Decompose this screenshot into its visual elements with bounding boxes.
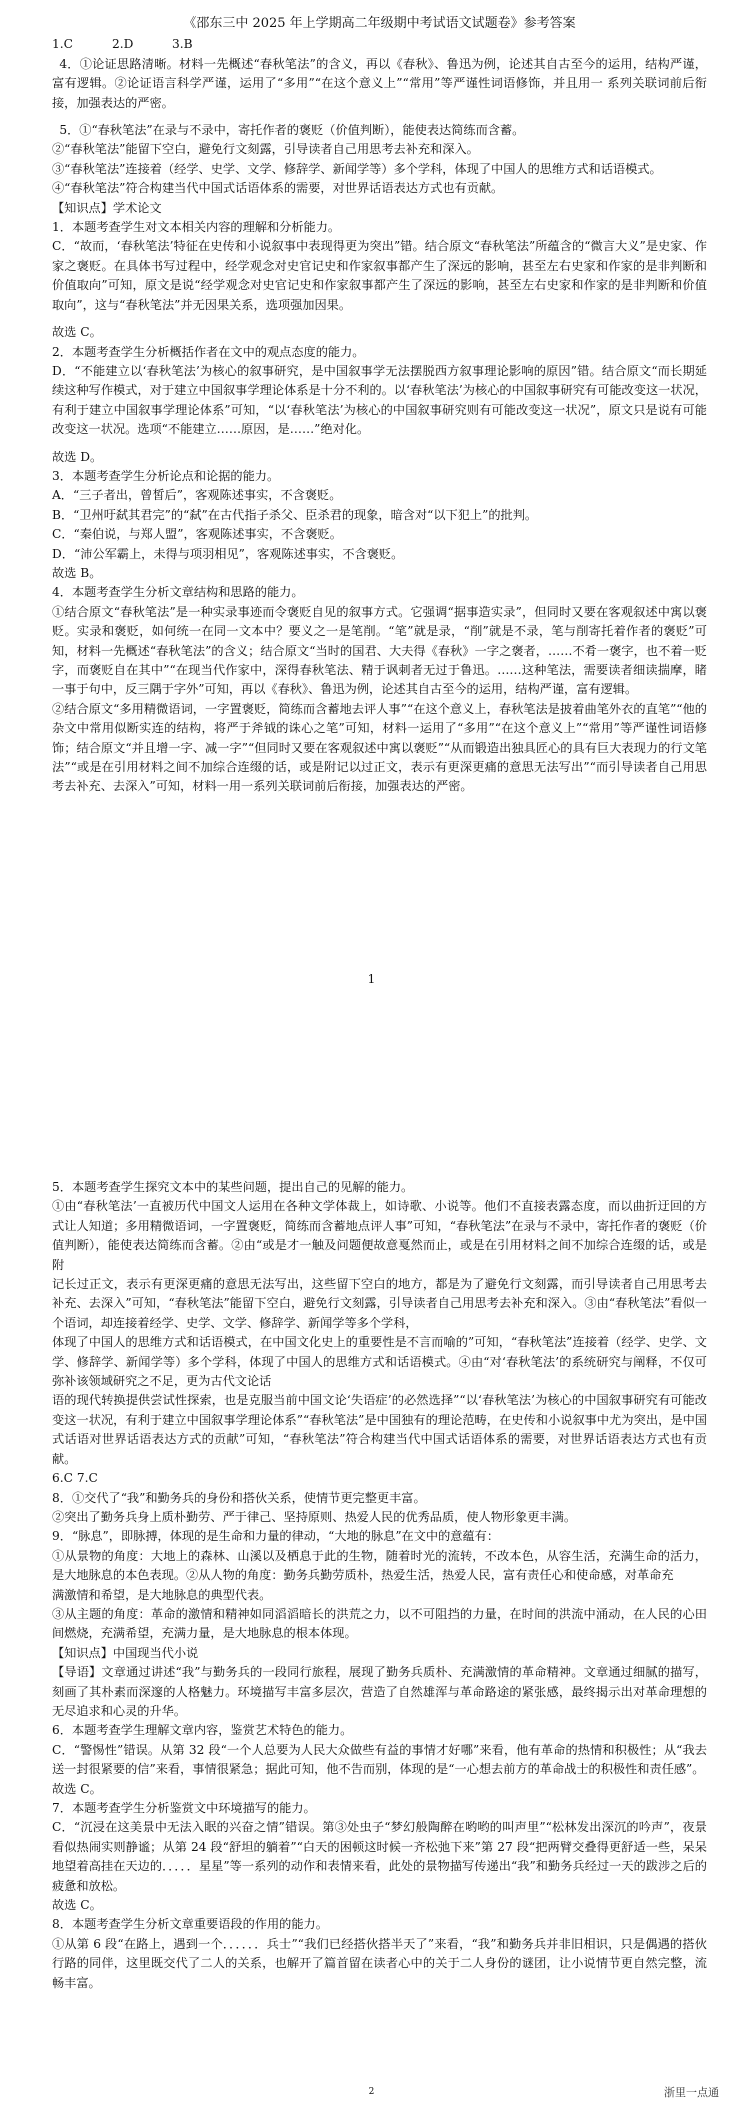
answer-3: 3.B (172, 37, 193, 52)
q5-answer-1: 5．①“春秋笔法”在录与不录中，寄托作者的褒贬（价值判断），能使表达简练而含蓄。 (59, 123, 525, 138)
a1-choice: 故选 C。 (52, 325, 102, 340)
page-2 (0, 1040, 743, 2116)
answer-1: 1.C (52, 37, 73, 52)
q8-answer-2: ②突出了勤务兵身上质朴勤劳、严于律己、坚持原则、热爱人民的优秀品质，使人物形象更丰满。 (52, 1509, 577, 1524)
a3-option-b: B．“卫州吁弑其君完”的“弑”在古代指子杀父、臣杀君的现象，暗含对“以下犯上”的批判。 (52, 507, 538, 522)
a7-body: C．“沉浸在这美景中无法入眠的兴奋之情”错误。第③处虫子“梦幻般陶醉在哟哟的叫声里”“松林发出深沉的吟声”，夜景看似热闹实则静谧；从第 24 段“舒坦的躺着”“白天的困顿这时候一齐松弛下来”第 27 段“把两臂交叠得更舒适一些，呆呆地望着高挂在天边的．．．．．星星”等一系列的动作和表情来看，此处的景物描写传递出“我”和勤务兵经过一天的跋涉之后的疲惫和放松。 (52, 1820, 707, 1893)
page-number-2: 2 (368, 2087, 375, 2097)
a1-body: C．“故而，‘春秋笔法’特征在史传和小说叙事中表现得更为突出”错。结合原文“春秋笔法”所蕴含的“微言大义”是史家、作家之褒贬。在具体书写过程中，经学观念对史官记史和作家叙事都产生了深远的影响，甚至左右史家和作家的是非判断和价值取向”可知，原文是说“经学观念对史官记史和作家叙事都产生了深远的影响，甚至左右史家和作家的是非判断和价值取向”，这与“春秋笔法”并无因果关系，选项强加因果。 (52, 239, 707, 312)
a8-heading: 8．本题考查学生分析文章重要语段的作用的能力。 (52, 1917, 328, 1932)
a1-heading: 1．本题考查学生对文本相关内容的理解和分析能力。 (52, 220, 341, 235)
a6-body: C．“警惕性”错误。从第 32 段“一个人总要为人民大众做些有益的事情才好哪”来看，他有革命的热情和积极性；从“我去送一封很紧要的信”来看，事情很紧急；据此可知，他不告而别，体现的是“一心想去前方的革命战士的积极性和责任感”。 (52, 1742, 707, 1777)
q9-part-1: ①从景物的角度：大地上的森林、山溪以及栖息于此的生物，随着时光的流转，不改本色，从容生活，充满生命的活力，是大地脉息的本色表现。②从人物的角度：勤务兵勤劳质朴，热爱生活，热爱人民，富有责任心和使命感，对革命充 (52, 1548, 707, 1583)
a5-heading: 5．本题考查学生探究文本中的某些问题，提出自己的见解的能力。 (52, 1180, 414, 1194)
knowledge-point: 【知识点】学术论文 (52, 200, 162, 215)
answer-row (52, 35, 707, 54)
a3-choice: 故选 B。 (52, 565, 102, 580)
q9-heading: 9．“脉息”，即脉搏，体现的是生命和力量的律动，“大地的脉息”在文中的意蕴有： (52, 1529, 500, 1544)
a2-heading: 2．本题考查学生分析概括作者在文中的观点态度的能力。 (52, 344, 365, 359)
q9-part-3: ③从主题的角度：革命的激情和精神如同滔滔暗长的洪荒之力，以不可阻挡的力量，在时间的洪流中涌动，在人民的心田间燃烧，充满希望，充满力量，是大地脉息的根本体现。 (52, 1606, 707, 1641)
page-1 (0, 0, 743, 1040)
a6-choice: 故选 C。 (52, 1781, 102, 1796)
page-2-content (52, 1178, 707, 1993)
a5-part-1: ①由“春秋笔法’一直被历代中国文人运用在各种文学体裁上，如诗歌、小说等。他们不直接表露态度，而以曲折迂回的方式让人知道；多用精微语词，一字置褒贬，简练而含蓄地点评人事”可知，“春秋笔法”在录与不录中，寄托作者的褒贬（价值判断），能使表达简练而含蓄。②由“或是才一触及问题便故意戛然而止，或是在引用材料之间不加综合连缀的话，或是附 (52, 1199, 707, 1272)
a4-point-1: ①结合原文“春秋笔法”是一种实录事迹而令褒贬自见的叙事方式。它强调“据事造实录”，但同时又要在客观叙述中寓以褒贬。实录和褒贬，如何统一在同一文本中？要义之一是笔削。“笔”就是录，“削”就是不录，笔与削寄托着作者的褒贬”可知，材料一先概述“春秋笔法”的含义；结合原文“当时的国君、大夫得《春秋》一字之褒者，……不肴一褒字，也不着一贬字，而褒贬自在其中”“在现当代作家中，深得春秋笔法、精于讽刺者无过于鲁迅。……这种笔法，需要读者细读揣摩，睹一事于句中，反三隅于字外”可知，再以《春秋》、鲁迅为例，论述其自古至今的运用，结构严谨，富有逻辑。 (52, 604, 707, 697)
q5-answer-3: ③“春秋笔法”连接着（经学、史学、文学、修辞学、新闻学等）多个学科，体现了中国人的思维方式和话语模式。 (52, 161, 662, 176)
guide-text: 【导语】文章通过讲述“我”与勤务兵的一段同行旅程，展现了勤务兵质朴、充满激情的革命精神。文章通过细腻的描写，刻画了其朴素而深邃的人格魅力。环境描写丰富多层次，营造了自然雄浑与革命路途的紧张感，最终揭示出对革命理想的无尽追求和心灵的升华。 (52, 1665, 707, 1718)
a3-option-a: A．“三子者出，曾皙后”，客观陈述事实，不含褒贬。 (52, 488, 342, 503)
a7-heading: 7．本题考查学生分析鉴赏文中环境描写的能力。 (52, 1801, 316, 1815)
a2-body: D．“不能建立以‘春秋笔法’为核心的叙事研究，是中国叙事学无法摆脱西方叙事理论影响的原因”错。结合原文“而长期延续这种写作模式，对于建立中国叙事学理论体系是十分不利的。以‘春秋笔法’为核心的中国叙事研究有可能改变这一状况，有利于建立中国叙事学理论体系”可知，“以‘春秋笔法’为核心的中国叙事研究则有可能改变这一状况”，原文只是说有可能改变这一状况。选项“不能建立……原因，是……”绝对化。 (52, 363, 707, 437)
answer-row-2: 6.C 7.C (52, 1471, 98, 1486)
a6-heading: 6．本题考查学生理解文章内容，鉴赏艺术特色的能力。 (52, 1723, 353, 1738)
page-1-content (52, 14, 707, 797)
q5-answer-4: ④“春秋笔法”符合构建当代中国式话语体系的需要，对世界话语表达方式也有贡献。 (52, 181, 504, 196)
a3-option-c: C．“秦伯说，与郑人盟”，客观陈述事实，不含褒贬。 (52, 527, 342, 542)
q9-part-2: 满激情和希望，是大地脉息的典型代表。 (52, 1587, 272, 1602)
a2-choice: 故选 D。 (52, 449, 103, 464)
a8-body: ①从第 6 段“在路上，遇到一个．．．．．．兵士”“我们已经搭伙搭半天了”来看，“我”和勤务兵并非旧相识，只是偶遇的搭伙行路的同伴，这里既交代了二人的关系，也解开了篇首留在读者心中的关于二人身份的谜团，让小说情节更自然完整，流畅丰富。 (52, 1936, 707, 1990)
q5-answer-2: ②“春秋笔法”能留下空白，避免行文刻露，引导读者自己用思考去补充和深入。 (52, 142, 479, 157)
a5-part-4: 语的现代转换提供尝试性探索，也是克服当前中国文论‘失语症’的必然选择”“以‘春秋笔法’为核心的中国叙事研究有可能改变这一状况，有利于建立中国叙事学理论体系”“春秋笔法”是中国独有的理论范畴，在史传和小说叙事中尤为突出，是中国式话语对世界话语表达方式的贡献”可知，“春秋笔法”符合构建当代中国式话语体系的需要，对世界话语表达方式也有贡献。 (52, 1393, 707, 1466)
a3-heading: 3．本题考查学生分析论点和论据的能力。 (52, 468, 280, 483)
a5-part-2: 记长过正文，表示有更深更痛的意思无法写出，这些留下空白的地方，都是为了避免行文刻露，而引导读者自己用思考去补充、去深入”可知，“春秋笔法”能留下空白，避免行文刻露，引导读者自己用思考去补充和深入。③由“春秋笔法”看似一个语词，却连接着经学、史学、文学、修辞学、新闻学等多个学科， (52, 1277, 707, 1330)
a7-choice: 故选 C。 (52, 1898, 102, 1913)
document-title: 《邵东三中 2025 年上学期高二年级期中考试语文试题卷》参考答案 (183, 16, 576, 31)
a5-part-3: 体现了中国人的思维方式和话语模式，在中国文化史上的重要性是不言而喻的”可知，“春秋笔法”连接着（经学、史学、文学、修辞学、新闻学等）多个学科，体现了中国人的思维方式和话语模式。④由“对‘春秋笔法’的系统研究与阐释，不仅可弥补该领域研究之不足，更为古代文论话 (52, 1335, 707, 1389)
a3-option-d: D．“沛公军霸上，未得与项羽相见”，客观陈述事实，不含褒贬。 (52, 546, 404, 561)
q8-answer-1: 8．①交代了“我”和勤务兵的身份和搭伙关系，使情节更完整更丰富。 (52, 1490, 426, 1505)
answer-2: 2.D (112, 37, 134, 52)
watermark-text: 浙里一点通 (664, 2086, 719, 2099)
a4-heading: 4．本题考查学生分析文章结构和思路的能力。 (52, 585, 304, 600)
a4-point-2: ②结合原文“多用精微语词，一字置褒贬，简练而含蓄地去评人事”“在这个意义上，春秋笔法是披着曲笔外衣的直笔”“他的杂文中常用似断实连的结构，将严于斧钺的诛心之笔”可知，材料一运用了“多用”“在这个意义上”“常用”等严谨性词语修饰；结合原文“并且增一字、减一字”“但同时又要在客观叙述中寓以褒贬”“从而锻造出独具匠心的具有巨大表现力的行文笔法”“或是在引用材料之间不加综合连缀的话，或是附记以过正文，表示有更深更痛的意思无法写出”“而引导读者自己用思考去补充、去深入”可知，材料一用一系列关联词前后衔接，加强表达的严密。 (52, 701, 707, 794)
knowledge-point-2: 【知识点】中国现当代小说 (52, 1645, 199, 1660)
page-number-1: 1 (367, 972, 376, 986)
q4-answer: 4．①论证思路清晰。材料一先概述“春秋笔法”的含义，再以《春秋》、鲁迅为例，论述其自古至今的运用，结构严谨，富有逻辑。②论证语言科学严谨，运用了“多用”“在这个意义上”“常用”等严谨性词语修饰，并且用一 系列关联词前后衔接，加强表达的严密。 (52, 56, 707, 110)
